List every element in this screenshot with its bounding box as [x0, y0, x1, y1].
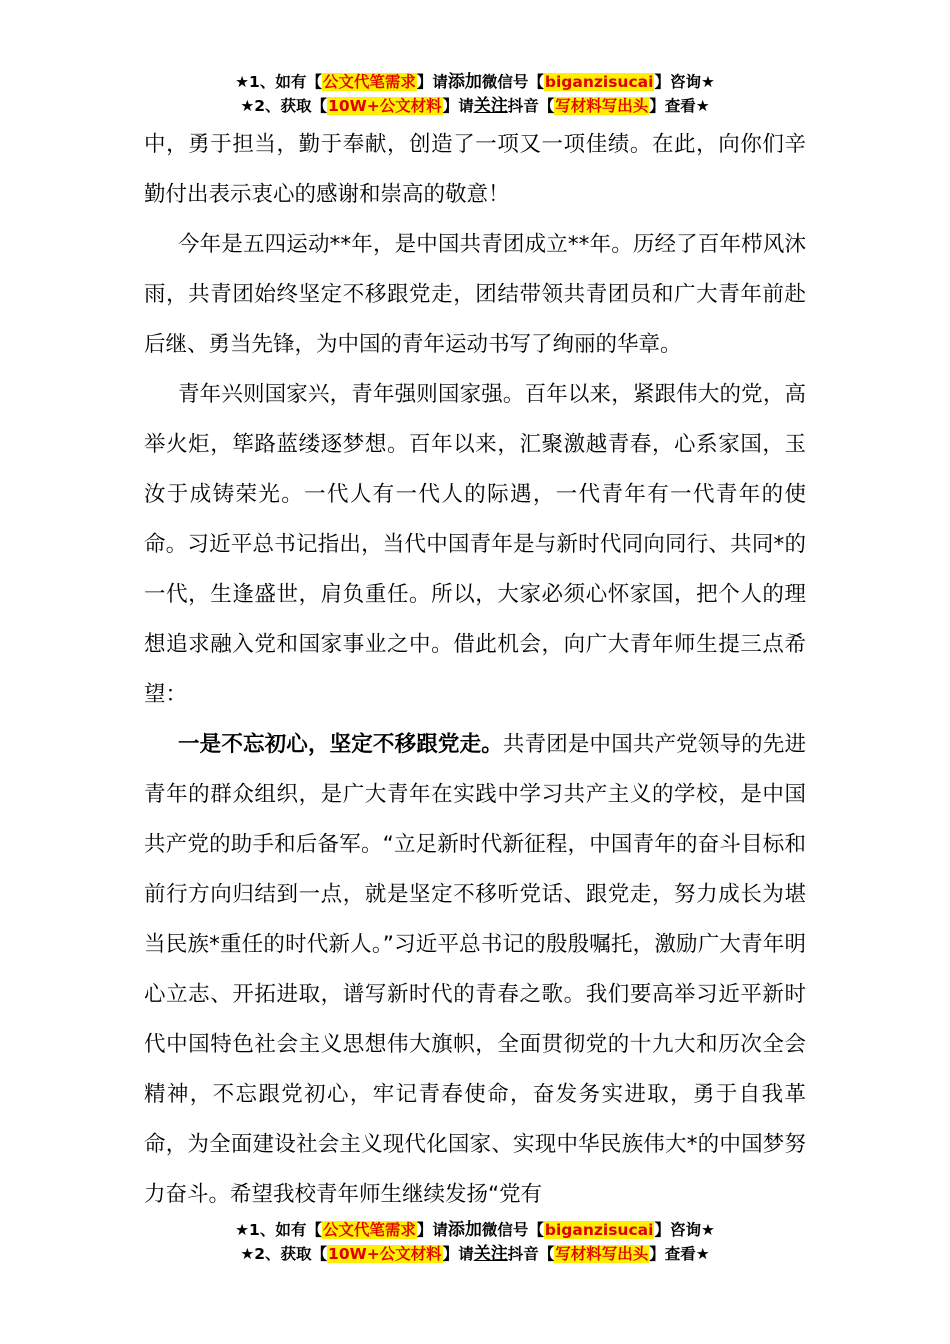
- promo-line-1: ★1、如有【公文代笔需求】请添加微信号【biganzisucai】咨询★: [235, 72, 715, 92]
- paragraph-4-lead: 一是不忘初心，坚定不移跟党走。: [178, 732, 503, 757]
- promo-line-1: ★1、如有【公文代笔需求】请添加微信号【biganzisucai】咨询★: [235, 1220, 715, 1240]
- paragraph-4-text: 共青团是中国共产党领导的先进青年的群众组织，是广大青年在实践中学习共产主义的学校，是中国共产党的助手和后备军。“立足新时代新征程，中国青年的奋斗目标和前行方向归结到一点，就是坚定不移听党话、跟党走，努力成长为堪当民族*重任的时代新人。”习近平总书记的殷殷嘱托，激励广大青年明心立志、开拓进取，谱写新时代的青春之歌。我们要高举习近平新时代中国特色社会主义思想伟大旗帜，全面贯彻党的十九大和历次全会精神，不忘跟党初心，牢记青春使命，奋发务实进取，勇于自我革命，为全面建设社会主义现代化国家、实现中华民族伟大*的中国梦努力奋斗。希望我校青年师生继续发扬“党有: [144, 732, 806, 1207]
- highlight-wechat-id: biganzisucai: [544, 1221, 654, 1239]
- highlight-materials: 10W+公文材料: [328, 1245, 442, 1263]
- highlight-douyin-account: 写材料写出头: [555, 1245, 649, 1263]
- paragraph-1: 中，勇于担当，勤于奉献，创造了一项又一项佳绩。在此，向你们辛勤付出表示衷心的感谢和崇高的敬意！: [144, 132, 806, 207]
- paragraph-2: 今年是五四运动**年，是中国共青团成立**年。历经了百年栉风沐雨，共青团始终坚定不移跟党走，团结带领共青团员和广大青年前赴后继、勇当先锋，为中国的青年运动书写了绚丽的华章。: [144, 232, 806, 357]
- highlight-douyin-account: 写材料写出头: [555, 97, 649, 115]
- document-body: [144, 120, 806, 1220]
- highlight-materials: 10W+公文材料: [328, 97, 442, 115]
- footer-promo-banner: [0, 1218, 950, 1266]
- highlight-wechat-id: biganzisucai: [544, 73, 654, 91]
- paragraph-3: 青年兴则国家兴，青年强则国家强。百年以来，紧跟伟大的党，高举火炬，筚路蓝缕逐梦想。百年以来，汇聚激越青春，心系家国，玉汝于成铸荣光。一代人有一代人的际遇，一代青年有一代青年的使命。习近平总书记指出，当代中国青年是与新时代同向同行、共同*的一代，生逢盛世，肩负重任。所以，大家必须心怀家国，把个人的理想追求融入党和国家事业之中。借此机会，向广大青年师生提三点希望：: [144, 382, 806, 707]
- promo-line-2: ★2、获取【10W+公文材料】请关注抖音【写材料写出头】查看★: [240, 1244, 710, 1264]
- paragraph-4: [144, 720, 806, 1220]
- promo-line-2: ★2、获取【10W+公文材料】请关注抖音【写材料写出头】查看★: [240, 96, 710, 116]
- header-promo-banner: [0, 70, 950, 118]
- highlight-service: 公文代笔需求: [322, 73, 416, 91]
- highlight-service: 公文代笔需求: [322, 1221, 416, 1239]
